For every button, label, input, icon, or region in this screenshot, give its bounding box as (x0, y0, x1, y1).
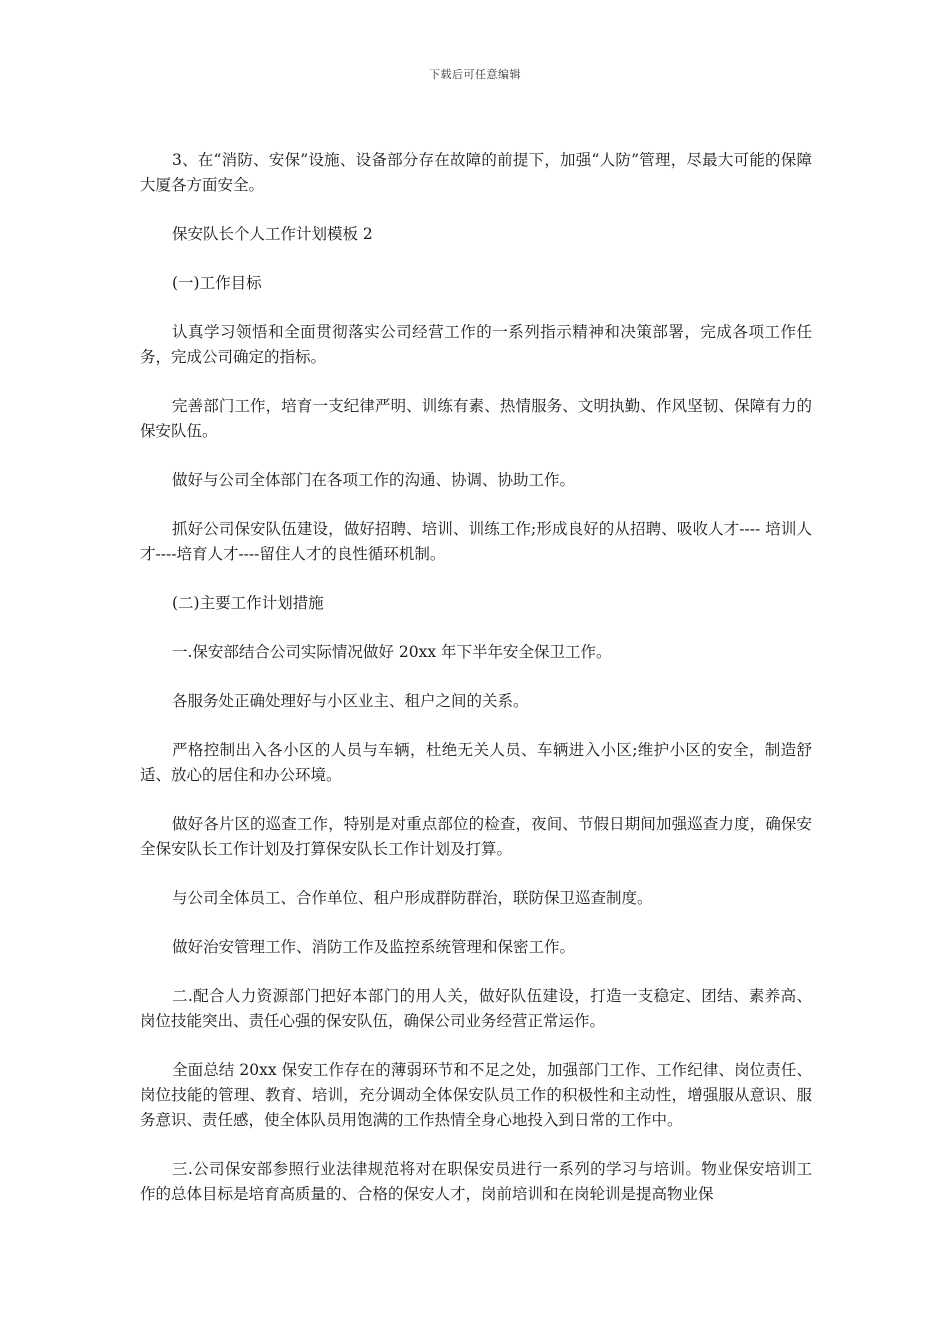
paragraph-measure-9: 三.公司保安部参照行业法律规范将对在职保安员进行一系列的学习与培训。物业保安培训工作的总体目标是培育高质量的、合格的保安人才，岗前培训和在岗轮训是提高物业保 (140, 1160, 812, 1203)
paragraph-measure-8: 全面总结 20xx 保安工作存在的薄弱环节和不足之处，加强部门工作、工作纪律、岗位责任、岗位技能的管理、教育、培训，充分调动全体保安队员工作的积极性和主动性，增强服从意识、服务意识、责任感，使全体队员用饱满的工作热情全身心地投入到日常的工作中。 (140, 1061, 812, 1129)
document-body (140, 148, 812, 1231)
paragraph-measure-2: 各服务处正确处理好与小区业主、租户之间的关系。 (172, 692, 529, 710)
paragraph-goal-1: 认真学习领悟和全面贯彻落实公司经营工作的一系列指示精神和决策部署，完成各项工作任务，完成公司确定的指标。 (140, 323, 812, 366)
paragraph-measure-3: 严格控制出入各小区的人员与车辆，杜绝无关人员、车辆进入小区;维护小区的安全，制造舒适、放心的居住和办公环境。 (140, 741, 812, 784)
paragraph-1: 3、在“消防、安保”设施、设备部分存在故障的前提下，加强“人防”管理，尽最大可能的保障大厦各方面安全。 (140, 151, 812, 194)
page-header-note: 下载后可任意编辑 (429, 68, 521, 81)
paragraph-measure-6: 做好治安管理工作、消防工作及监控系统管理和保密工作。 (172, 938, 576, 956)
paragraph-measure-5: 与公司全体员工、合作单位、租户形成群防群治，联防保卫巡查制度。 (172, 889, 653, 907)
paragraph-goal-2: 完善部门工作，培育一支纪律严明、训练有素、热情服务、文明执勤、作风坚韧、保障有力的保安队伍。 (140, 397, 812, 440)
paragraph-goal-3: 做好与公司全体部门在各项工作的沟通、协调、协助工作。 (172, 471, 576, 489)
paragraph-measure-7: 二.配合人力资源部门把好本部门的用人关，做好队伍建设，打造一支稳定、团结、素养高、岗位技能突出、责任心强的保安队伍，确保公司业务经营正常运作。 (140, 987, 812, 1030)
paragraph-measure-4: 做好各片区的巡查工作，特别是对重点部位的检查，夜间、节假日期间加强巡查力度，确保安全保安队长工作计划及打算保安队长工作计划及打算。 (140, 815, 812, 858)
paragraph-measure-1: 一.保安部结合公司实际情况做好 20xx 年下半年安全保卫工作。 (172, 643, 612, 661)
paragraph-goal-4: 抓好公司保安队伍建设，做好招聘、培训、训练工作;形成良好的从招聘、吸收人才---- 培训人才----培育人才----留住人才的良性循环机制。 (140, 520, 812, 563)
section-title: 保安队长个人工作计划模板 2 (172, 225, 373, 243)
subsection-title-measures: (二)主要工作计划措施 (172, 594, 324, 612)
subsection-title-goals: (一)工作目标 (172, 274, 262, 292)
